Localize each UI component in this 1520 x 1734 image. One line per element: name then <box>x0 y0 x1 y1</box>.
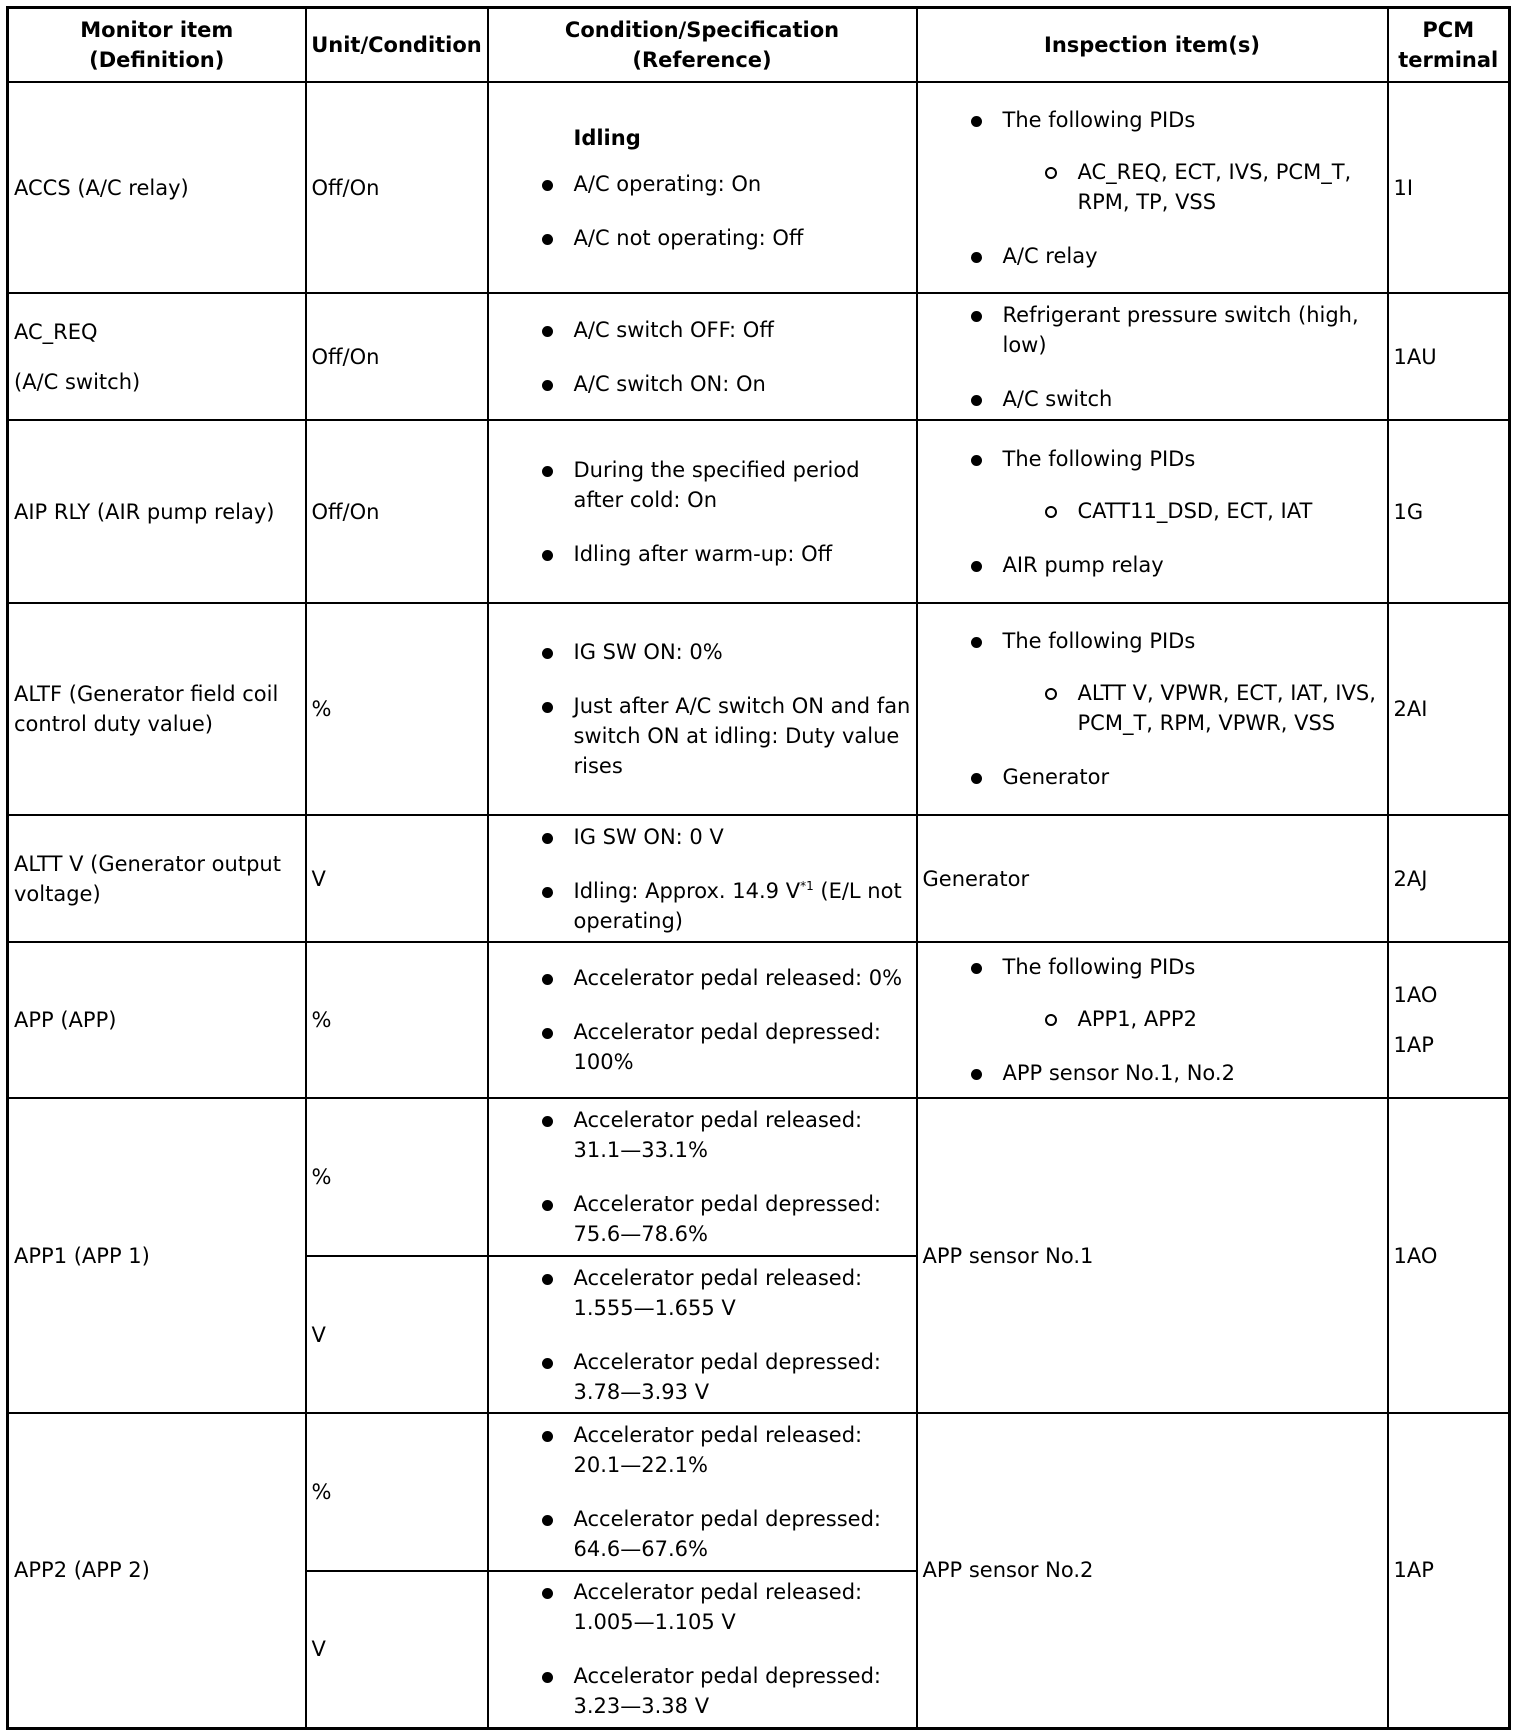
header-inspection-items: Inspection item(s) <box>917 8 1388 83</box>
table-header-row <box>8 8 1510 83</box>
spec-cell <box>488 293 917 420</box>
list-item: The following PIDs APP1, APP2 <box>923 952 1382 1034</box>
inspection-list <box>923 952 1382 1088</box>
pid-monitor-table <box>6 6 1511 1730</box>
table-row <box>8 1098 1510 1256</box>
list-item: Accelerator pedal released: 1.005—1.105 V <box>494 1577 911 1637</box>
spec-cell <box>488 942 917 1098</box>
list-item: Idling after warm-up: Off <box>494 539 911 569</box>
spec-cell <box>488 1256 917 1413</box>
terminal-cell: 2AI <box>1388 603 1510 815</box>
list-item: APP sensor No.1, No.2 <box>923 1058 1382 1088</box>
list-item: A/C operating: On <box>494 169 911 199</box>
list-item: Idling: Approx. 14.9 $V^{*1}$ (E/L not operating) <box>494 876 911 936</box>
list-item: The following PIDs CATT11_DSD, ECT, IAT <box>923 444 1382 526</box>
table-row <box>8 82 1510 293</box>
inspection-cell: Generator <box>917 815 1388 942</box>
inspection-list <box>923 300 1382 414</box>
monitor-item-cell: APP2 (APP 2) <box>8 1413 306 1728</box>
monitor-item-cell: ALTT V (Generator output voltage) <box>8 815 306 942</box>
spec-cell <box>488 1098 917 1256</box>
monitor-item-cell: ACCS (A/C relay) <box>8 82 306 293</box>
list-item: Generator <box>923 762 1382 792</box>
sublist-item: CATT11_DSD, ECT, IAT <box>1003 496 1382 526</box>
terminal-cell: 1G <box>1388 420 1510 603</box>
unit-cell: V <box>306 1571 488 1728</box>
table-row <box>8 603 1510 815</box>
unit-cell: % <box>306 942 488 1098</box>
list-item: IG SW ON: 0% <box>494 637 911 667</box>
inspection-cell <box>917 293 1388 420</box>
spec-list <box>494 963 911 1077</box>
table-row <box>8 420 1510 603</box>
list-item: During the specified period after cold: On <box>494 455 911 515</box>
terminal-cell: 1AO <box>1388 1098 1510 1413</box>
inspection-cell <box>917 420 1388 603</box>
list-item: Accelerator pedal depressed: 75.6—78.6% <box>494 1189 911 1249</box>
table-row <box>8 293 1510 420</box>
monitor-item-cell: AC_REQ (A/C switch) <box>8 293 306 420</box>
spec-cell <box>488 815 917 942</box>
spec-cell <box>488 1413 917 1571</box>
inspection-cell <box>917 82 1388 293</box>
list-item: Accelerator pedal released: 0% <box>494 963 911 993</box>
list-item: A/C switch ON: On <box>494 369 911 399</box>
list-item: AIR pump relay <box>923 550 1382 580</box>
pid-sublist <box>1003 157 1382 217</box>
list-item: Accelerator pedal released: 20.1—22.1% <box>494 1420 911 1480</box>
inspection-list <box>923 444 1382 580</box>
header-unit-condition: Unit/Condition <box>306 8 488 83</box>
pid-sublist <box>1003 1004 1382 1034</box>
monitor-item-cell: ALTF (Generator field coil control duty value) <box>8 603 306 815</box>
terminal-cell: 1AU <box>1388 293 1510 420</box>
document-page <box>6 6 1508 1730</box>
inspection-cell <box>917 942 1388 1098</box>
spec-list <box>494 455 911 569</box>
unit-cell: Off/On <box>306 420 488 603</box>
unit-cell: Off/On <box>306 82 488 293</box>
list-item: Accelerator pedal depressed: 3.23—3.38 V <box>494 1661 911 1721</box>
list-item: Accelerator pedal depressed: 100% <box>494 1017 911 1077</box>
inspection-cell <box>917 603 1388 815</box>
footnote-marker: *1 <box>800 878 814 893</box>
terminal-cell: 1I <box>1388 82 1510 293</box>
sublist-item: AC_REQ, ECT, IVS, PCM_T, RPM, TP, VSS <box>1003 157 1382 217</box>
spec-cell <box>488 603 917 815</box>
inspection-cell: APP sensor No.1 <box>917 1098 1388 1413</box>
inspection-list <box>923 105 1382 271</box>
spec-title: Idling <box>573 125 641 150</box>
header-pcm-terminal: PCM terminal <box>1388 8 1510 83</box>
list-item: Accelerator pedal released: 1.555—1.655 V <box>494 1263 911 1323</box>
list-item: Accelerator pedal depressed: 64.6—67.6% <box>494 1504 911 1564</box>
terminal-cell: 2AJ <box>1388 815 1510 942</box>
list-item: A/C relay <box>923 241 1382 271</box>
spec-list <box>494 637 911 781</box>
unit-cell: % <box>306 1098 488 1256</box>
spec-list <box>494 1263 911 1407</box>
unit-cell: V <box>306 815 488 942</box>
list-item: A/C not operating: Off <box>494 223 911 253</box>
inspection-cell: APP sensor No.2 <box>917 1413 1388 1728</box>
list-item: The following PIDs ALTT V, VPWR, ECT, IAT, IVS, PCM_T, RPM, VPWR, VSS <box>923 626 1382 738</box>
list-item: The following PIDs AC_REQ, ECT, IVS, PCM_T, RPM, TP, VSS <box>923 105 1382 217</box>
unit-cell: Off/On <box>306 293 488 420</box>
monitor-item-cell: APP (APP) <box>8 942 306 1098</box>
pid-sublist <box>1003 496 1382 526</box>
header-condition-specification: Condition/Specification (Reference) <box>488 8 917 83</box>
table-row <box>8 1413 1510 1571</box>
unit-cell: V <box>306 1256 488 1413</box>
list-item: A/C switch OFF: Off <box>494 315 911 345</box>
list-item: A/C switch <box>923 384 1382 414</box>
sublist-item: ALTT V, VPWR, ECT, IAT, IVS, PCM_T, RPM, VPWR, VSS <box>1003 678 1382 738</box>
spec-list <box>494 1420 911 1564</box>
table-row <box>8 815 1510 942</box>
spec-list <box>494 169 911 253</box>
spec-list <box>494 1105 911 1249</box>
monitor-item-cell: APP1 (APP 1) <box>8 1098 306 1413</box>
unit-cell: % <box>306 1413 488 1571</box>
header-monitor-item: Monitor item (Definition) <box>8 8 306 83</box>
list-item: Refrigerant pressure switch (high, low) <box>923 300 1382 360</box>
spec-list <box>494 822 911 936</box>
list-item: Accelerator pedal released: 31.1—33.1% <box>494 1105 911 1165</box>
list-item: Accelerator pedal depressed: 3.78—3.93 V <box>494 1347 911 1407</box>
table-row <box>8 942 1510 1098</box>
spec-list <box>494 315 911 399</box>
pid-sublist <box>1003 678 1382 738</box>
inspection-list <box>923 626 1382 792</box>
unit-cell: % <box>306 603 488 815</box>
list-item: IG SW ON: 0 V <box>494 822 911 852</box>
spec-cell <box>488 1571 917 1728</box>
spec-list <box>494 1577 911 1721</box>
list-item: Just after A/C switch ON and fan switch ON at idling: Duty value rises <box>494 691 911 781</box>
terminal-cell: 1AP <box>1388 1413 1510 1728</box>
terminal-cell: 1AO 1AP <box>1388 942 1510 1098</box>
spec-cell <box>488 420 917 603</box>
sublist-item: APP1, APP2 <box>1003 1004 1382 1034</box>
monitor-item-cell: AIP RLY (AIR pump relay) <box>8 420 306 603</box>
spec-cell <box>488 82 917 293</box>
